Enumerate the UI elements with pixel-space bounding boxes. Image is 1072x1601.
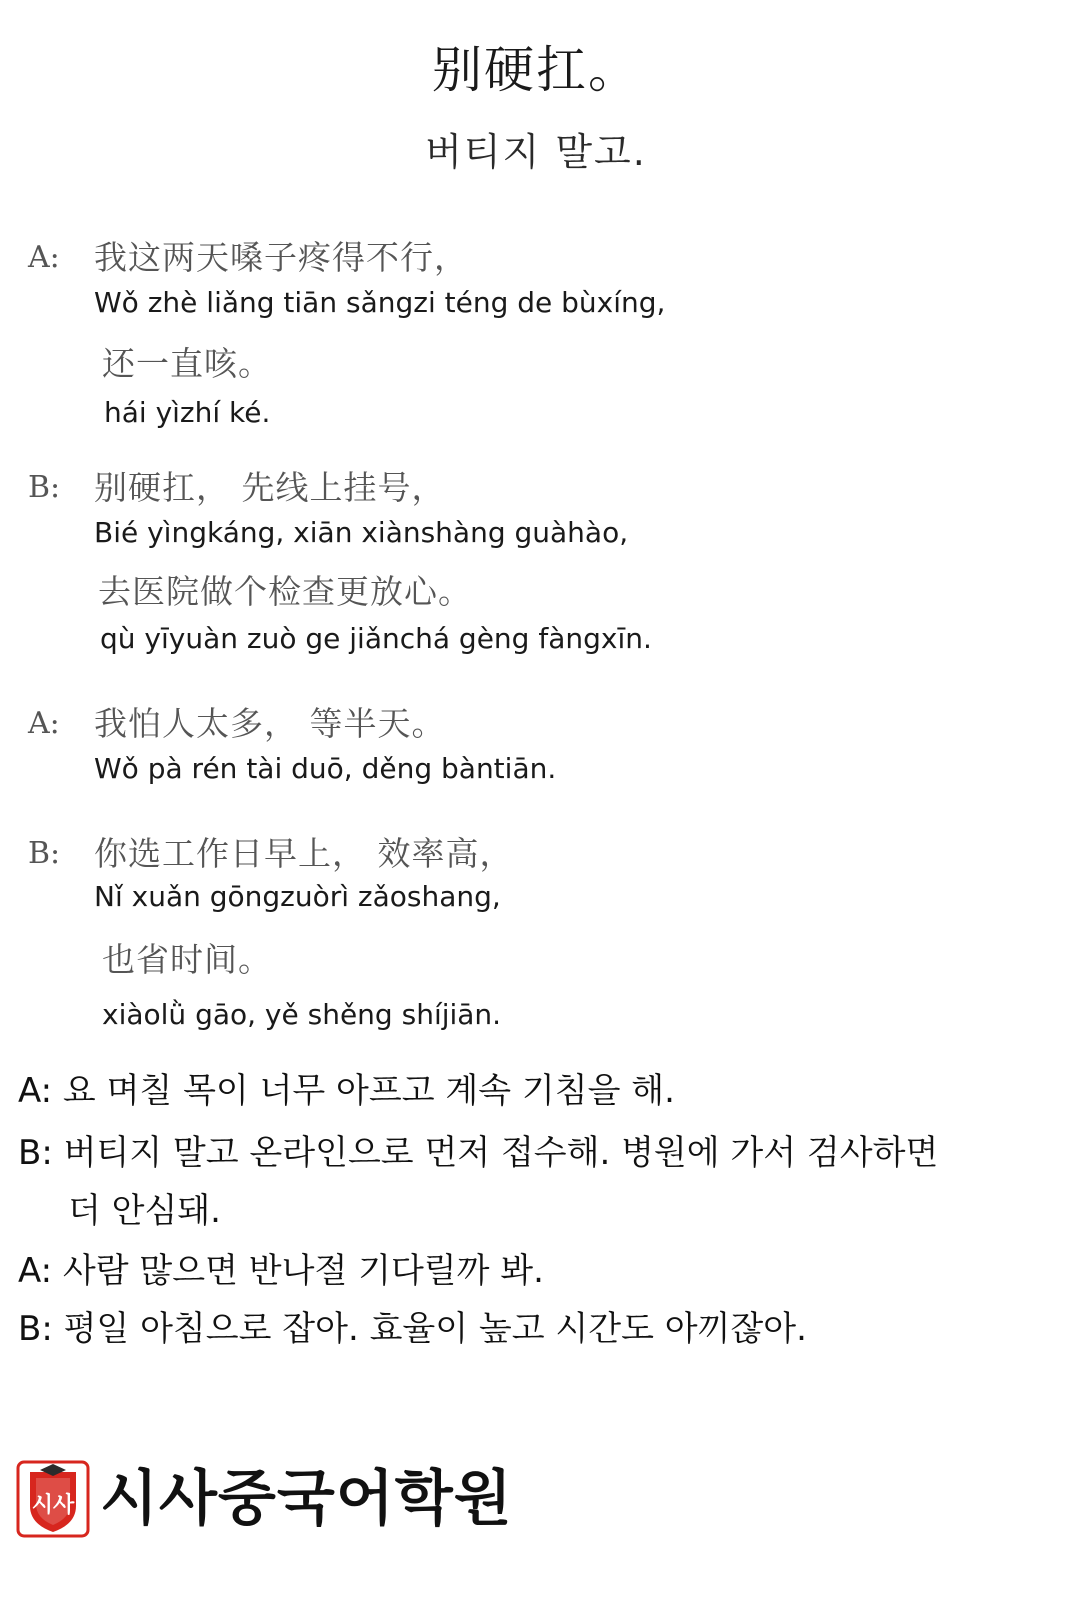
chinese-line: 去医院做个检查更放心。 bbox=[98, 572, 472, 611]
chinese-line: 还一直咳。 bbox=[102, 344, 272, 383]
translation-line: A: 사람 많으면 반나절 기다릴까 봐. bbox=[18, 1251, 544, 1291]
svg-text:시사: 시사 bbox=[31, 1493, 75, 1518]
translation-line: B: 버티지 말고 온라인으로 먼저 접수해. 병원에 가서 검사하면 bbox=[18, 1133, 939, 1173]
translation-line: A: 요 며칠 목이 너무 아프고 계속 기침을 해. bbox=[18, 1071, 675, 1111]
pinyin-line: Nǐ xuǎn gōngzuòrì zǎoshang, bbox=[94, 880, 501, 913]
pinyin-line: Bié yìngkáng, xiān xiànshàng guàhào, bbox=[94, 516, 629, 549]
pinyin-line: Wǒ zhè liǎng tiān sǎngzi téng de bùxíng, bbox=[94, 286, 666, 319]
page-title-korean: 버티지 말고. bbox=[425, 130, 647, 174]
speaker-label: A: bbox=[28, 240, 60, 275]
translation-line: 더 안심돼. bbox=[68, 1191, 221, 1231]
speaker-label: A: bbox=[28, 706, 60, 741]
chinese-line: 我这两天嗓子疼得不行， bbox=[94, 238, 468, 277]
chinese-line: 别硬扛， 先线上挂号， bbox=[94, 468, 446, 507]
chinese-line: 我怕人太多， 等半天。 bbox=[94, 704, 446, 743]
academy-brand-name: 시사중국어학원 bbox=[100, 1464, 513, 1534]
translation-line: B: 평일 아침으로 잡아. 효율이 높고 시간도 아끼잖아. bbox=[18, 1309, 807, 1349]
speaker-label: B: bbox=[28, 836, 61, 871]
speaker-label: B: bbox=[28, 470, 61, 505]
pinyin-line: Wǒ pà rén tài duō, děng bàntiān. bbox=[94, 752, 557, 785]
academy-logo-icon bbox=[16, 1460, 90, 1538]
chinese-line: 你选工作日早上， 效率高， bbox=[94, 834, 514, 873]
pinyin-line: xiàolǜ gāo, yě shěng shíjiān. bbox=[102, 998, 502, 1031]
pinyin-line: qù yīyuàn zuò ge jiǎnchá gèng fàngxīn. bbox=[100, 622, 652, 655]
chinese-line: 也省时间。 bbox=[102, 940, 272, 979]
page-title-chinese: 别硬扛。 bbox=[432, 41, 640, 99]
pinyin-line: hái yìzhí ké. bbox=[104, 396, 271, 429]
